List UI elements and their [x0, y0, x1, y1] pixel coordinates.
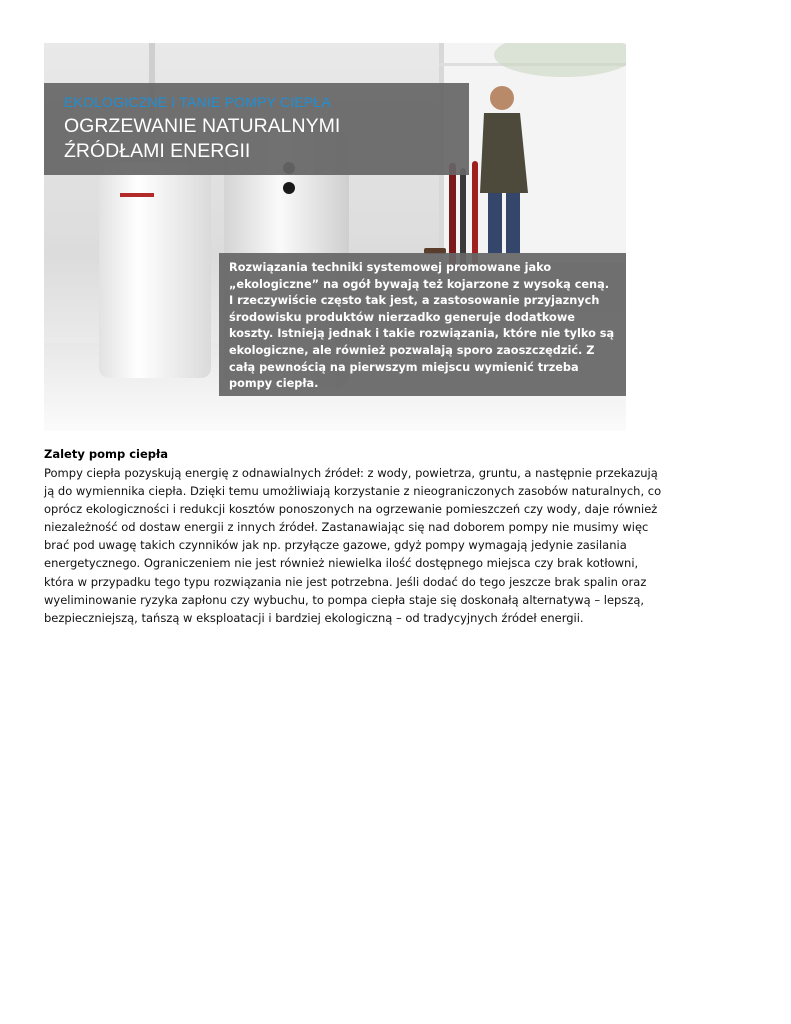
article: [44, 446, 664, 627]
article-heading: Zalety pomp ciepła: [44, 447, 169, 461]
hero-title-panel: [44, 83, 469, 175]
hero-kicker: EKOLOGICZNE I TANIE POMPY CIEPŁA: [64, 94, 332, 110]
hero-description: Rozwiązania techniki systemowej promowane jako „ekologiczne” na ogół bywają też kojarzone z wysoką ceną. I rzeczywiście często tak jest, a zastosowanie przyjaznych środowisku produktów nierzadko generuje dodatkowe koszty. Istnieją jednak i takie rozwiązania, które nie tylko są ekologiczne, ale również pozwalają sporo zaoszczędzić. Z całą pewnością na pierwszym miejscu wymienić trzeba pompy ciepła.: [229, 261, 615, 391]
hero-description-panel: [219, 253, 626, 396]
hero-title-line-1: OGRZEWANIE NATURALNYMI: [64, 115, 341, 137]
hero-title-line-2: ŹRÓDŁAMI ENERGII: [64, 140, 251, 162]
article-body: Pompy ciepła pozyskują energię z odnawialnych źródeł: z wody, powietrza, gruntu, a następnie przekazują ją do wymiennika ciepła. Dzięki temu umożliwiają korzystanie z nieograniczonych zasobów naturalnych, co oprócz ekologiczności i redukcji kosztów ponoszonych na ogrzewanie pomieszczeń czy wody, daje również niezależność od dostaw energii z innych źródeł. Zastanawiając się nad doborem pompy nie musimy więc brać pod uwagę takich czynników jak np. przyłącze gazowe, gdyż pompy wymagają jedynie zasilania energetycznego. Ograniczeniem nie jest również niewielka ilość dostępnego miejsca czy brak kotłowni, która w przypadku tego typu rozwiązania nie jest potrzebna. Jeśli dodać do tego jeszcze brak spalin oraz wyeliminowanie ryzyka zapłonu czy wybuchu, to pompa ciepła staje się doskonałą alternatywą – lepszą, bezpieczniejszą, tańszą w eksploatacji i bardziej ekologiczną – od tradycyjnych źródeł energii.: [44, 466, 662, 625]
hero-banner: [44, 43, 626, 431]
